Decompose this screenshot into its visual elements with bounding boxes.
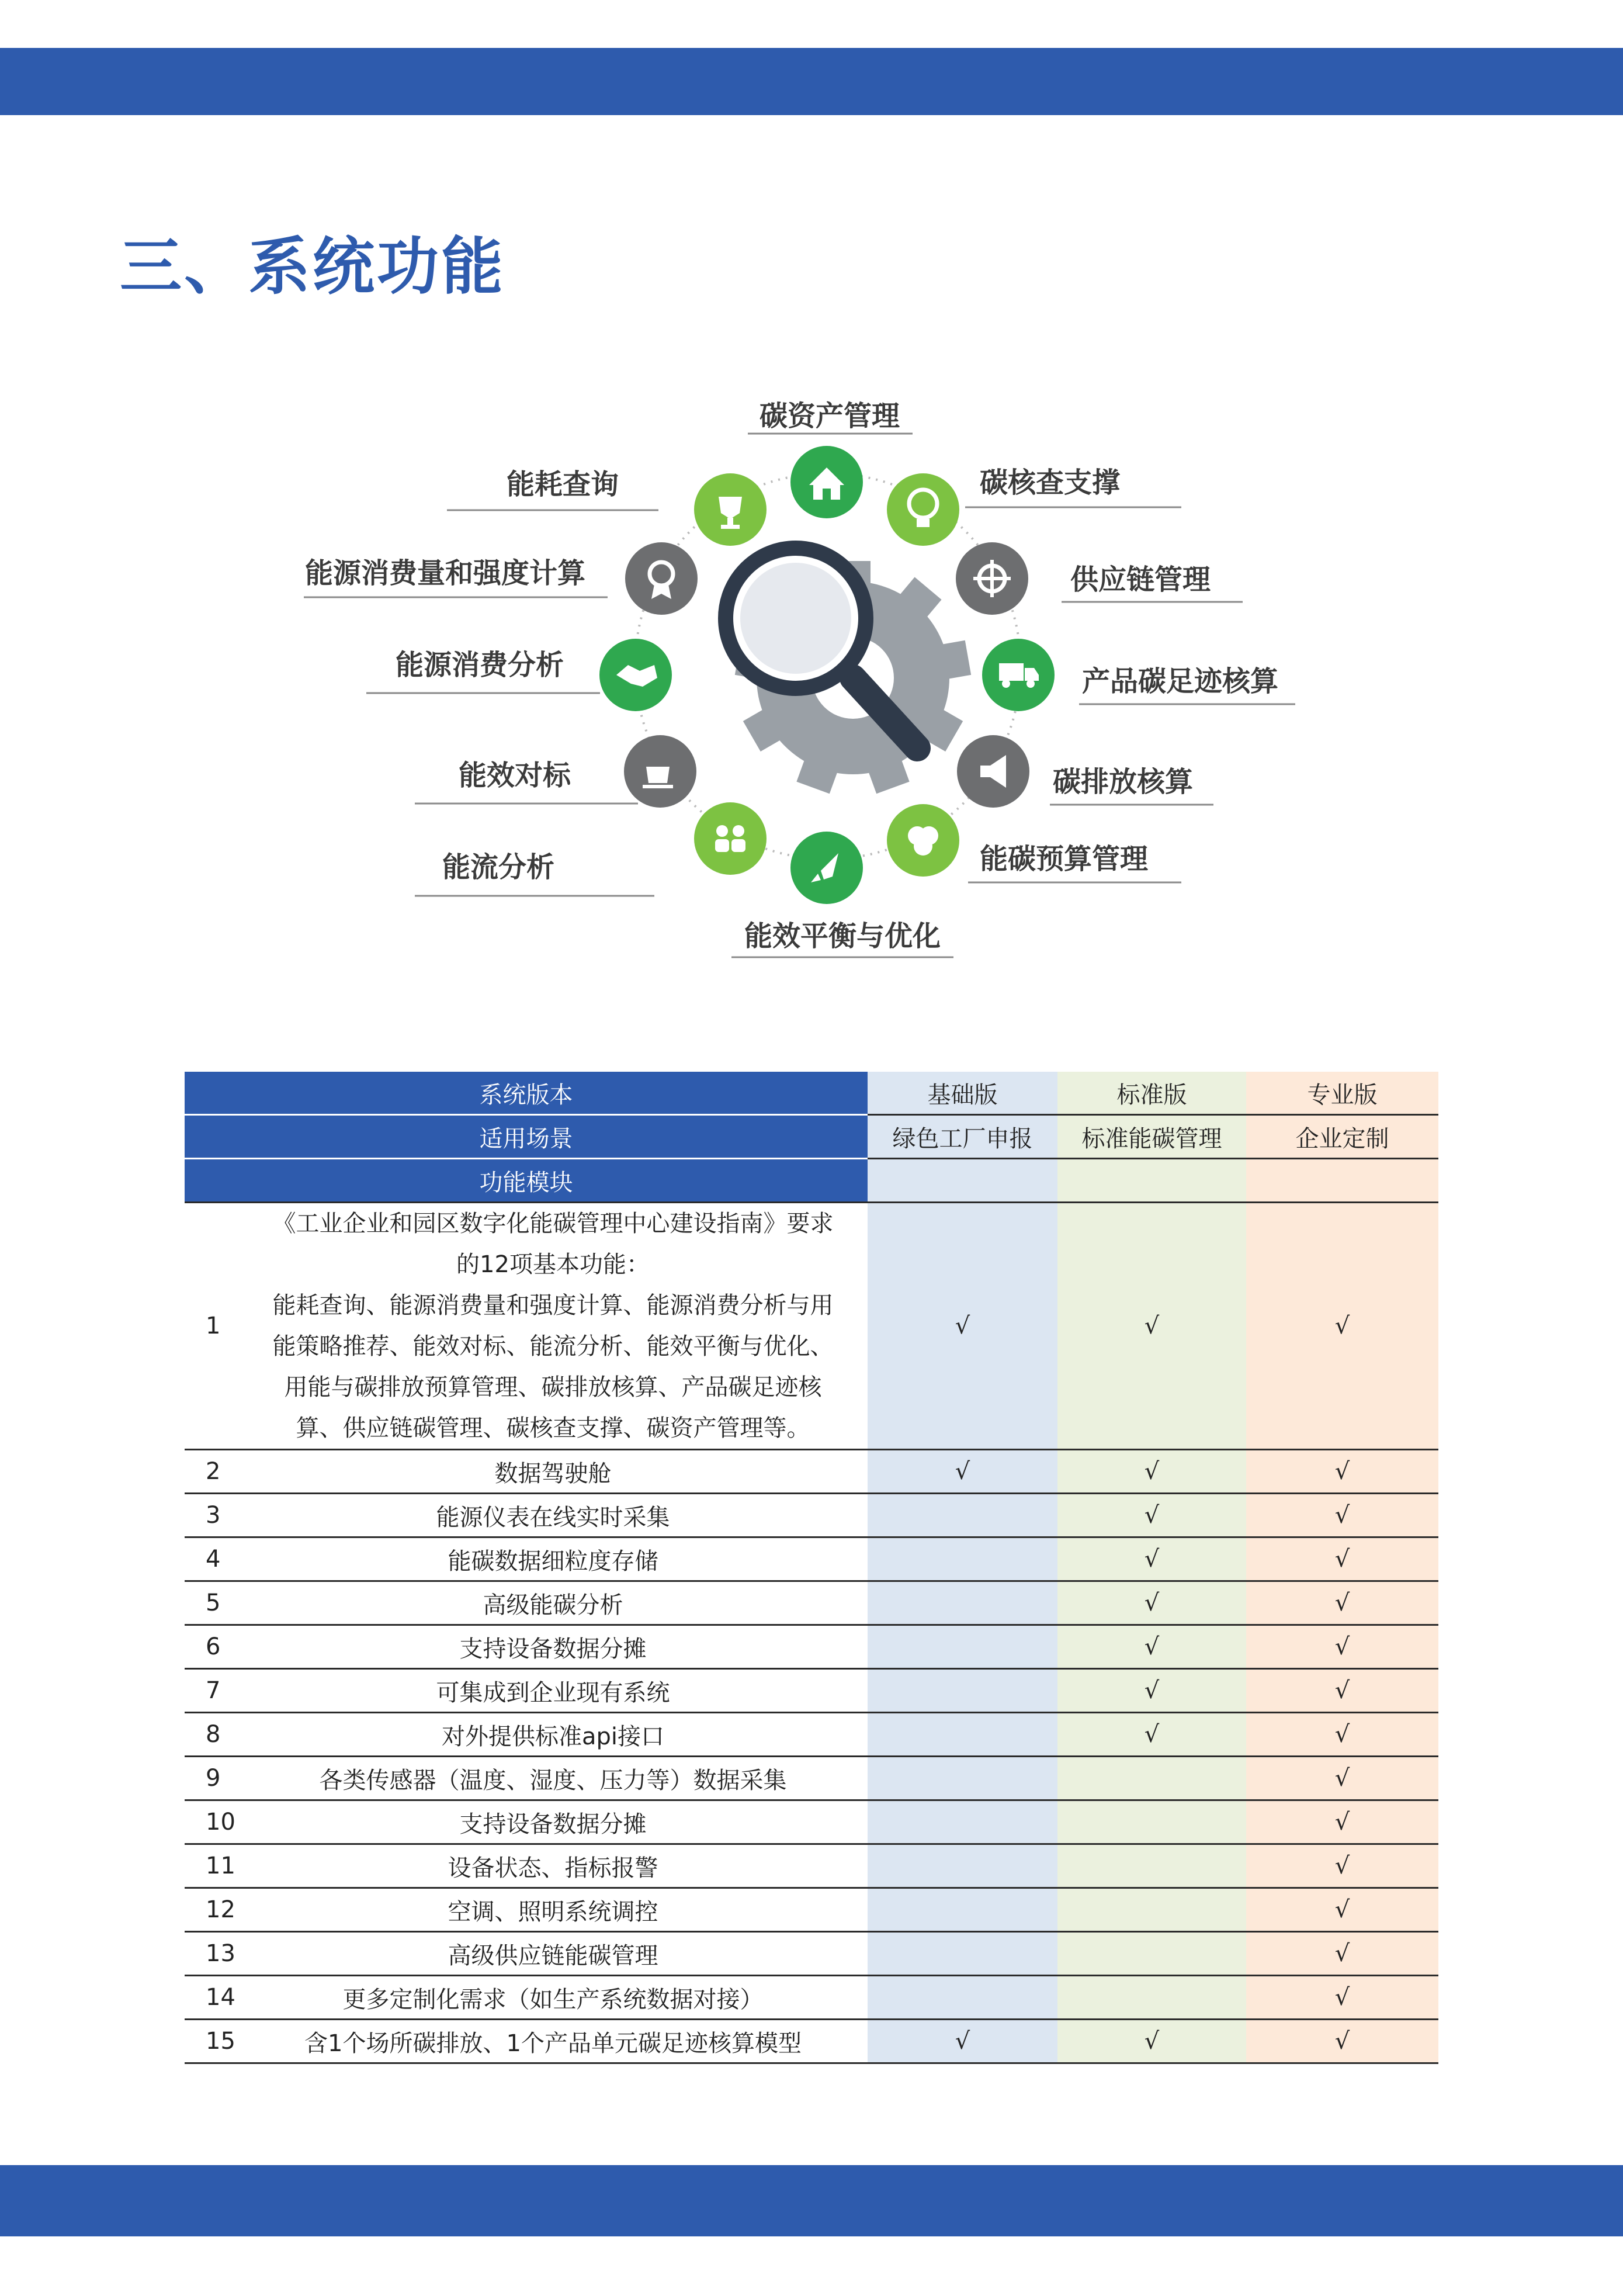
check-pro: √ <box>1246 1669 1438 1713</box>
label-energy-benchmarking: 能效对标 <box>459 759 571 792</box>
check-pro: √ <box>1246 1713 1438 1757</box>
row-number: 7 <box>185 1669 238 1713</box>
check-pro: √ <box>1246 1976 1438 2020</box>
check-pro: √ <box>1246 1800 1438 1844</box>
check-standard: √ <box>1057 1203 1246 1450</box>
label-energy-efficiency-balance: 能效平衡与优化 <box>744 920 941 953</box>
check-standard: √ <box>1057 1537 1246 1581</box>
table-row <box>185 1800 1438 1844</box>
row-number: 9 <box>185 1757 238 1800</box>
check-basic <box>868 1625 1057 1669</box>
check-basic <box>868 1844 1057 1888</box>
check-standard <box>1057 1888 1246 1932</box>
trophy-icon <box>694 473 767 546</box>
check-standard: √ <box>1057 1625 1246 1669</box>
row-feature-name: 能碳数据细粒度存储 <box>238 1537 868 1581</box>
description-line: 《工业企业和园区数字化能碳管理中心建设指南》要求 <box>272 1210 834 1237</box>
row-number: 3 <box>185 1494 238 1537</box>
scenario-standard: 标准能碳管理 <box>1057 1115 1246 1159</box>
check-standard: √ <box>1057 1450 1246 1494</box>
header-version-label: 系统版本 <box>185 1072 868 1115</box>
check-pro: √ <box>1246 1581 1438 1625</box>
modules-standard <box>1057 1159 1246 1203</box>
feature-rows <box>185 1450 1438 2063</box>
row-number: 11 <box>185 1844 238 1888</box>
brain-icon <box>887 804 959 877</box>
lightbulb-icon <box>887 473 959 546</box>
label-energy-flow-analysis: 能流分析 <box>442 851 555 884</box>
megaphone-icon <box>957 735 1029 808</box>
award-badge-icon <box>625 542 698 615</box>
check-basic <box>868 1669 1057 1713</box>
check-basic <box>868 1581 1057 1625</box>
check-pro: √ <box>1246 1844 1438 1888</box>
row-feature-name: 支持设备数据分摊 <box>238 1625 868 1669</box>
table-row <box>185 2020 1438 2063</box>
check-standard <box>1057 1800 1246 1844</box>
coffee-icon <box>624 735 696 808</box>
label-supply-chain-management: 供应链管理 <box>1070 563 1211 596</box>
table-row <box>185 1625 1438 1669</box>
table-row <box>185 1757 1438 1800</box>
description-line: 能耗查询、能源消费量和强度计算、能源消费分析与用 <box>272 1292 834 1319</box>
description-line: 用能与碳排放预算管理、碳排放核算、产品碳足迹核 <box>284 1374 822 1401</box>
label-carbon-asset-management: 碳资产管理 <box>759 400 900 432</box>
row-feature-name: 含1个场所碳排放、1个产品单元碳足迹核算模型 <box>238 2020 868 2063</box>
table-row <box>185 1450 1438 1494</box>
row-feature-name: 对外提供标准api接口 <box>238 1713 868 1757</box>
check-pro: √ <box>1246 1625 1438 1669</box>
bottom-footer-band <box>0 2165 1623 2236</box>
row-number: 5 <box>185 1581 238 1625</box>
truck-icon <box>982 639 1055 711</box>
header-basic: 基础版 <box>868 1072 1057 1115</box>
table-row <box>185 1844 1438 1888</box>
row-number: 8 <box>185 1713 238 1757</box>
row-feature-name: 更多定制化需求（如生产系统数据对接） <box>238 1976 868 2020</box>
row-feature-name: 高级供应链能碳管理 <box>238 1932 868 1976</box>
row-number: 6 <box>185 1625 238 1669</box>
check-basic <box>868 1494 1057 1537</box>
row-feature-name: 能源仪表在线实时采集 <box>238 1494 868 1537</box>
row-number: 4 <box>185 1537 238 1581</box>
scenario-pro: 企业定制 <box>1246 1115 1438 1159</box>
row-feature-name: 各类传感器（温度、湿度、压力等）数据采集 <box>238 1757 868 1800</box>
table-row <box>185 1976 1438 2020</box>
label-energy-intensity-calculation: 能源消费量和强度计算 <box>305 557 586 590</box>
scenario-basic: 绿色工厂申报 <box>868 1115 1057 1159</box>
check-standard: √ <box>1057 1494 1246 1537</box>
row-feature-name: 空调、照明系统调控 <box>238 1888 868 1932</box>
description-line: 算、供应链碳管理、碳核查支撑、碳资产管理等。 <box>296 1415 810 1442</box>
check-basic <box>868 1888 1057 1932</box>
row-feature-name: 支持设备数据分摊 <box>238 1800 868 1844</box>
row-number: 12 <box>185 1888 238 1932</box>
check-pro: √ <box>1246 1494 1438 1537</box>
row-number: 10 <box>185 1800 238 1844</box>
check-pro: √ <box>1246 1888 1438 1932</box>
row-number: 15 <box>185 2020 238 2063</box>
label-energy-consumption-query: 能耗查询 <box>507 468 619 501</box>
check-pro: √ <box>1246 1537 1438 1581</box>
check-pro: √ <box>1246 1203 1438 1450</box>
check-pro: √ <box>1246 1757 1438 1800</box>
version-comparison-table <box>185 1072 1438 2064</box>
table-row <box>185 1494 1438 1537</box>
label-product-carbon-footprint: 产品碳足迹核算 <box>1082 665 1279 698</box>
modules-pro <box>1246 1159 1438 1203</box>
crosshair-icon <box>956 542 1028 615</box>
check-standard: √ <box>1057 1669 1246 1713</box>
check-standard <box>1057 1932 1246 1976</box>
check-basic <box>868 1800 1057 1844</box>
description-line: 能策略推荐、能效对标、能流分析、能效平衡与优化、 <box>272 1333 834 1360</box>
magnifier-gear-icon <box>726 548 971 794</box>
check-standard: √ <box>1057 1713 1246 1757</box>
check-basic <box>868 1713 1057 1757</box>
check-standard: √ <box>1057 2020 1246 2063</box>
check-basic <box>868 1976 1057 2020</box>
label-energy-consumption-analysis: 能源消费分析 <box>396 649 564 681</box>
table-row <box>185 1932 1438 1976</box>
label-energy-carbon-budget: 能碳预算管理 <box>980 843 1149 875</box>
check-standard <box>1057 1757 1246 1800</box>
page-title: 三、系统功能 <box>120 231 505 303</box>
header-standard: 标准版 <box>1057 1072 1246 1115</box>
row-number: 1 <box>185 1203 238 1450</box>
check-basic: √ <box>868 1450 1057 1494</box>
header-pro: 专业版 <box>1246 1072 1438 1115</box>
check-pro: √ <box>1246 1450 1438 1494</box>
table-row <box>185 1888 1438 1932</box>
check-pro: √ <box>1246 2020 1438 2063</box>
table-row <box>185 1713 1438 1757</box>
header-row-scenario <box>185 1115 1438 1159</box>
table-row <box>185 1537 1438 1581</box>
check-standard: √ <box>1057 1581 1246 1625</box>
feature-ring-diagram <box>292 374 1332 976</box>
table-row <box>185 1581 1438 1625</box>
header-row-version <box>185 1072 1438 1115</box>
check-basic <box>868 1537 1057 1581</box>
row-feature-description <box>238 1203 868 1450</box>
description-line: 的12项基本功能： <box>456 1251 650 1278</box>
row-number: 14 <box>185 1976 238 2020</box>
row-feature-name: 可集成到企业现有系统 <box>238 1669 868 1713</box>
team-icon <box>694 802 767 875</box>
row-number: 13 <box>185 1932 238 1976</box>
check-basic <box>868 1932 1057 1976</box>
modules-basic <box>868 1159 1057 1203</box>
header-scenario-label: 适用场景 <box>185 1115 868 1159</box>
label-carbon-emission-accounting: 碳排放核算 <box>1053 766 1194 798</box>
check-standard <box>1057 1844 1246 1888</box>
rocket-icon <box>790 832 863 904</box>
header-row-modules <box>185 1159 1438 1203</box>
home-icon <box>790 446 863 518</box>
check-basic <box>868 1757 1057 1800</box>
header-modules-label: 功能模块 <box>185 1159 868 1203</box>
check-basic: √ <box>868 2020 1057 2063</box>
table-row <box>185 1669 1438 1713</box>
label-carbon-verification-support: 碳核查支撑 <box>980 466 1121 499</box>
check-pro: √ <box>1246 1932 1438 1976</box>
handshake-icon <box>599 639 672 711</box>
top-header-band <box>0 48 1623 115</box>
row-feature-name: 数据驾驶舱 <box>238 1450 868 1494</box>
table-row <box>185 1203 1438 1450</box>
row-feature-name: 高级能碳分析 <box>238 1581 868 1625</box>
check-basic: √ <box>868 1203 1057 1450</box>
row-number: 2 <box>185 1450 238 1494</box>
check-standard <box>1057 1976 1246 2020</box>
row-feature-name: 设备状态、指标报警 <box>238 1844 868 1888</box>
